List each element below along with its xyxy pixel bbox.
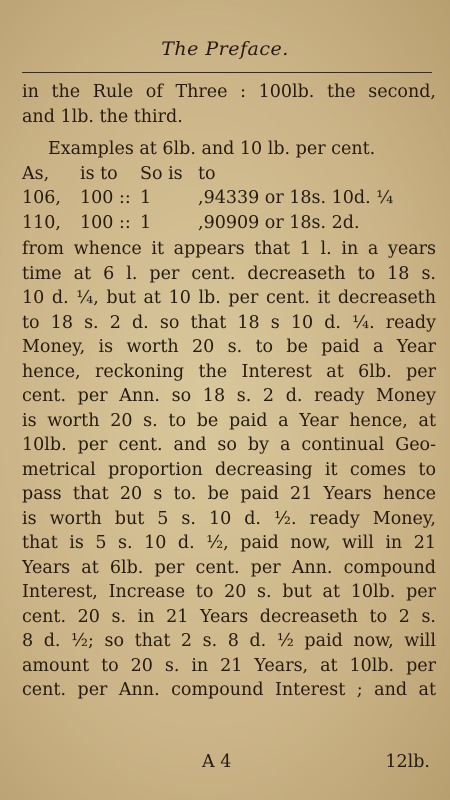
text-line: 10 d. ¼, but at 10 lb. per cent. it decreaseth [22,288,436,308]
text-line: in the Rule of Three : 100lb. the second, [22,82,436,102]
text-line: Money, is worth 20 s. to be paid a Year [22,337,436,357]
table-header-cell: So is [140,163,183,184]
table-cell: 100 :: [80,188,131,208]
text-line: time at 6 l. per cent. decreaseth to 18 s. [22,263,436,284]
text-line: to 18 s. 2 d. so that 18 s 10 d. ¼. ready [22,312,436,333]
text-line: that is 5 s. 10 d. ½, paid now, will in 21 [22,533,436,553]
catchword: 12lb. [385,752,430,772]
table-row [22,186,436,211]
text-line: cent. per Ann. so 18 s. 2 d. ready Money [22,386,436,406]
table-cell: 1 [140,188,152,208]
text-line: cent. 20 s. in 21 Years decreaseth to 2 s. [22,606,436,627]
table-cell: 1 [140,212,152,233]
text-line: cent. per Ann. compound Interest ; and at [22,680,436,700]
page-footer [22,752,430,772]
table-header-row [22,162,436,187]
table-row [22,211,436,236]
text-line: from whence it appears that 1 l. in a years [22,239,436,259]
text-line: amount to 20 s. in 21 Years, at 10lb. per [22,655,436,676]
text-line: 10lb. per cent. and so by a continual Geo- [22,435,436,455]
table-cell: 110, [22,212,61,233]
table-header-cell: is to [80,163,118,184]
text-line: is worth 20 s. to be paid a Year hence, at [22,410,436,431]
text-line: pass that 20 s to. be paid 21 Years hence [22,484,436,504]
table-cell: ,90909 or 18s. 2d. [198,212,360,233]
table-header-cell: As, [22,163,50,184]
text-line: is worth but 5 s. 10 d. ½. ready Money, [22,508,436,529]
table-cell: 106, [22,188,61,208]
text-line: hence, reckoning the Interest at 6lb. per [22,361,436,382]
text-line: and 1lb. the third. [22,106,183,127]
header-rule [22,72,432,73]
text-line: Interest, Increase to 20 s. but at 10lb. per [22,582,436,602]
table-header-cell: to [198,163,216,184]
text-line: Years at 6lb. per cent. per Ann. compound [22,557,436,578]
text-line: 8 d. ½; so that 2 s. 8 d. ½ paid now, will [22,631,436,651]
running-title: The Preface. [161,38,289,60]
signature-mark: A 4 [202,752,232,772]
paragraph [22,237,436,703]
table-cell: ,94339 or 18s. 10d. ¼ [198,188,394,208]
body-text [22,80,436,703]
examples-heading: Examples at 6lb. and 10 lb. per cent. [48,139,376,159]
text-line: metrical proportion decreasing it comes to [22,459,436,480]
table-cell: 100 :: [80,212,131,233]
